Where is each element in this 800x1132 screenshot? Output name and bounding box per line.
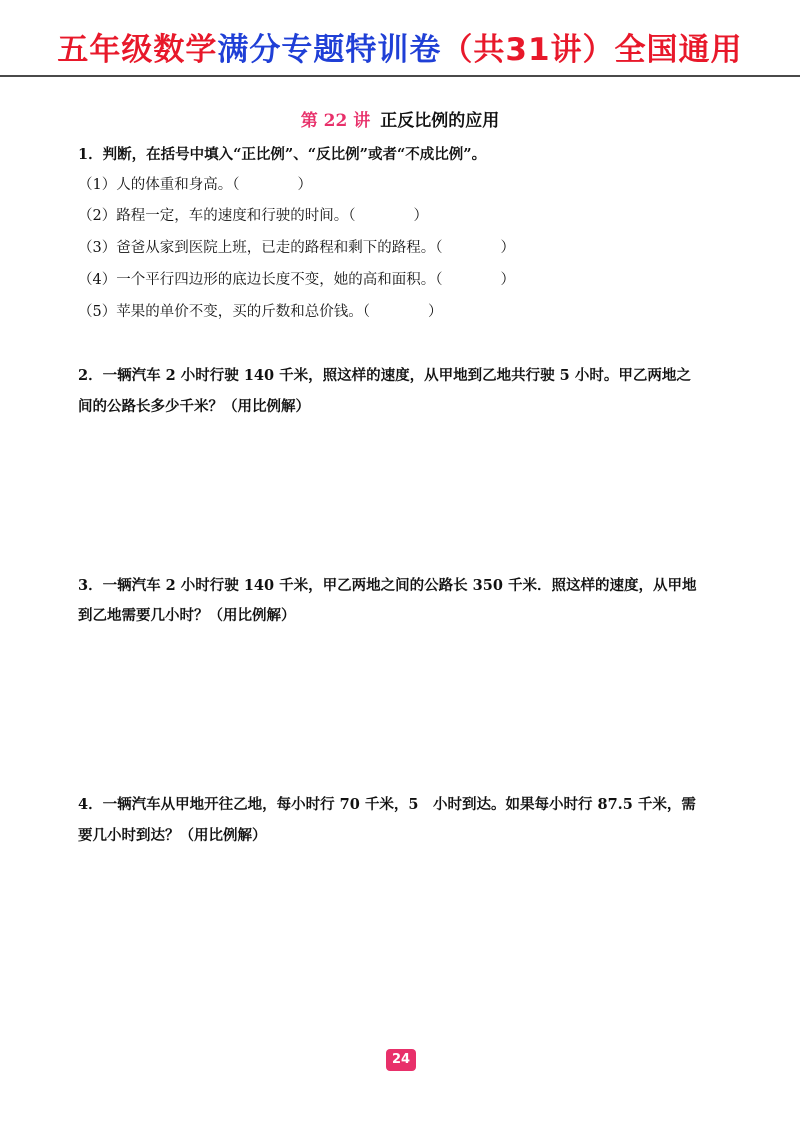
title-part-scope: （共31讲）全国通用 (441, 32, 743, 68)
question-1-stem: 1．判断，在括号中填入“正比例”、“反比例”或者“不成比例”。 (78, 146, 487, 163)
header-banner (0, 0, 800, 78)
question-1-item-4: （4）一个平行四边形的底边长度不变，她的高和面积。（ ） (78, 272, 515, 288)
question-2-line-1: 2．一辆汽车 2 小时行驶 140 千米，照这样的速度，从甲地到乙地共行驶 5 小时。甲乙两地之 (78, 367, 691, 384)
question-1-item-2: （2）路程一定，车的速度和行驶的时间。（ ） (78, 208, 428, 224)
lesson-number: 第 22 讲 (300, 111, 371, 131)
lesson-title: 正反比例的应用 (380, 111, 500, 131)
question-3-line-1: 3．一辆汽车 2 小时行驶 140 千米，甲乙两地之间的公路长 350 千米．照这样的速度，从甲地 (78, 577, 697, 594)
question-4-line-2: 要几小时到达？（用比例解） (78, 827, 267, 844)
title-part-series: 满分专题特训卷 (217, 32, 442, 68)
question-1-item-3: （3）爸爸从家到医院上班，已走的路程和剩下的路程。（ ） (78, 240, 515, 256)
question-4-line-1: 4．一辆汽车从甲地开往乙地，每小时行 70 千米，5 小时到达。如果每小时行 87.5 千米，需 (78, 796, 696, 813)
page-number-badge: 24 (386, 1049, 416, 1071)
question-2-line-2: 间的公路长多少千米？（用比例解） (78, 398, 310, 415)
question-1-item-1: （1）人的体重和身高。（ ） (78, 177, 312, 193)
lesson-heading (0, 106, 800, 131)
question-1-item-5: （5）苹果的单价不变，买的斤数和总价钱。（ ） (78, 304, 443, 320)
question-3-line-2: 到乙地需要几小时？（用比例解） (78, 607, 296, 624)
title-part-grade: 五年级数学 (57, 32, 218, 68)
document-title (0, 24, 800, 69)
header-divider (0, 75, 800, 77)
